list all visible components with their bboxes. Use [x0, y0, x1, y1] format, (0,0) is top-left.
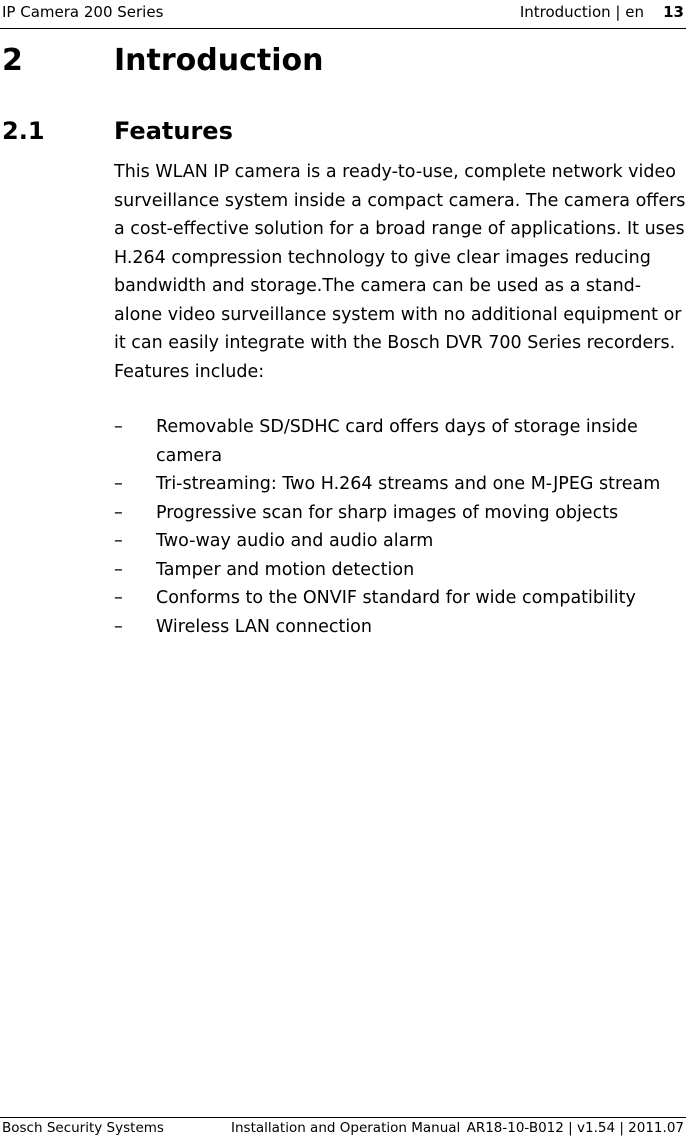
feature-text: Conforms to the ONVIF standard for wide compatibility	[156, 588, 636, 608]
intro-paragraph: This WLAN IP camera is a ready-to-use, complete network video surveillance system inside a compact camera. The camera offers a cost-effective solution for a broad range of applications. It uses H.264 compression technology to give clear images reducing bandwidth and storage.The camera can be used as a stand-alone video surveillance system with no additional equipment or it can easily integrate with the Bosch DVR 700 Series recorders.	[114, 162, 686, 353]
feature-text: Tamper and motion detection	[156, 559, 415, 580]
section-title: Features	[114, 117, 233, 145]
feature-text: Two-way audio and audio alarm	[156, 531, 434, 551]
chapter-number: 2	[2, 43, 23, 78]
bullet-dash: –	[114, 474, 123, 494]
footer-company: Bosch Security Systems	[2, 1120, 164, 1136]
bullet-dash: –	[114, 588, 123, 608]
bullet-dash: –	[114, 559, 123, 580]
feature-list	[114, 413, 686, 641]
feature-text: Removable SD/SDHC card offers days of storage inside camera	[156, 417, 638, 466]
list-item	[114, 499, 686, 528]
page-header	[0, 0, 686, 29]
bullet-dash: –	[114, 417, 123, 437]
feature-text: Tri-streaming: Two H.264 streams and one M-JPEG stream	[156, 474, 661, 494]
list-item	[114, 613, 686, 642]
bullet-dash: –	[114, 531, 123, 551]
list-item	[114, 527, 686, 556]
feature-text: Wireless LAN connection	[156, 616, 372, 637]
section-body	[114, 158, 686, 386]
bullet-dash: –	[114, 616, 123, 637]
list-item	[114, 470, 686, 499]
list-item	[114, 556, 686, 585]
page-number: 13	[663, 3, 684, 21]
chapter-title: Introduction	[114, 43, 324, 78]
feature-text: Progressive scan for sharp images of moving objects	[156, 502, 619, 523]
section-number: 2.1	[2, 117, 45, 145]
page-footer	[0, 1117, 686, 1137]
footer-document: Installation and Operation Manual	[231, 1120, 461, 1136]
footer-reference: AR18-10-B012 | v1.54 | 2011.07	[466, 1120, 684, 1136]
features-intro: Features include:	[114, 361, 265, 382]
header-section: Introduction | en	[519, 3, 644, 21]
bullet-dash: –	[114, 502, 123, 523]
header-product: IP Camera 200 Series	[2, 3, 164, 21]
list-item	[114, 413, 686, 470]
list-item	[114, 584, 686, 613]
